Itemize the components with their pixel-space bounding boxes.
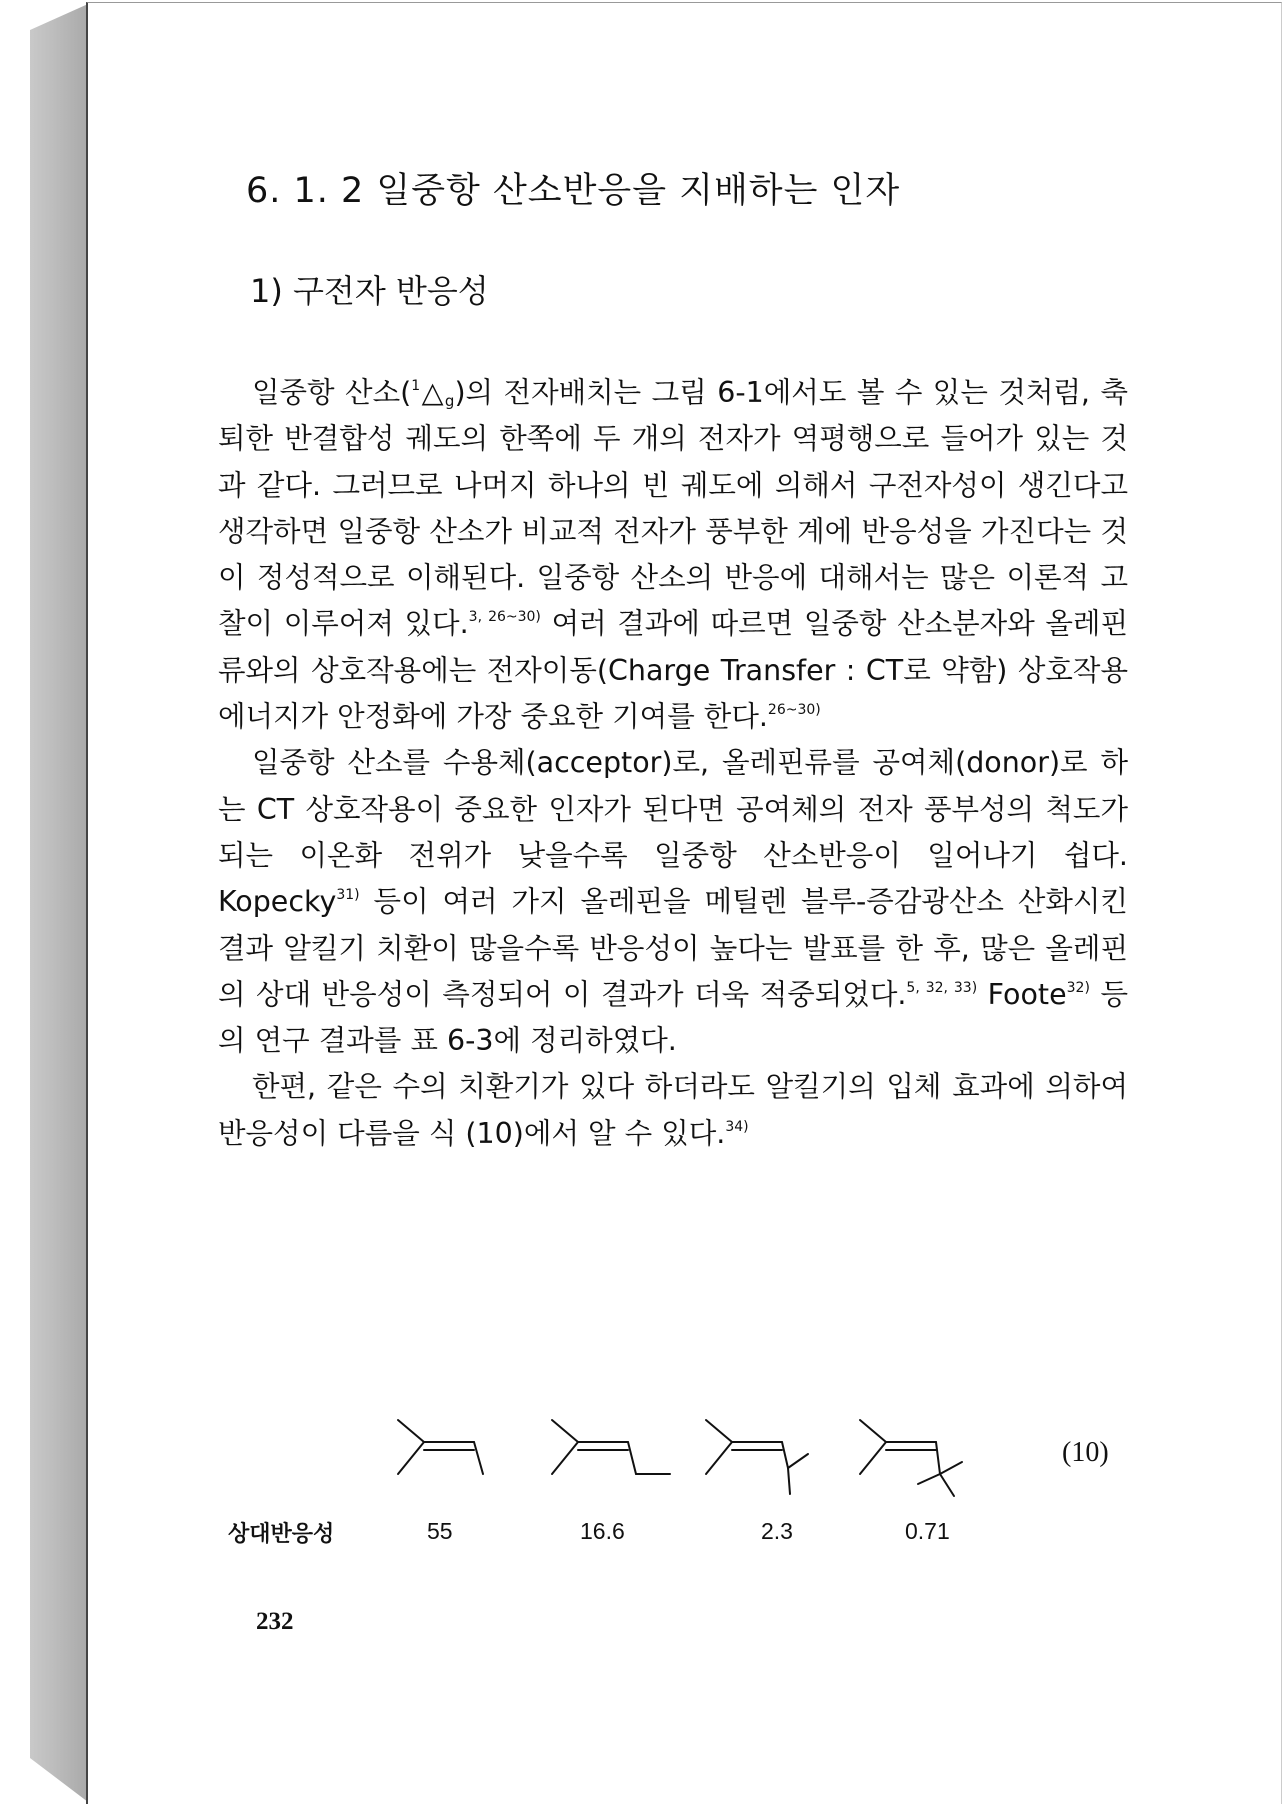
subscript: g <box>444 392 455 410</box>
text-run: 일중항 산소를 수용체(acceptor)로, 올레핀류를 공여체(donor)로 하는 CT 상호작용이 중요한 인자가 된다면 공여체의 전자 풍부성의 척도가 되는 이온화 전위가 낮을수록 일중항 산소반응이 일어나기 쉽다. Kopecky <box>218 746 1128 919</box>
text-run: 일중항 산소( <box>252 376 412 409</box>
reactivity-value-1: 55 <box>427 1518 453 1544</box>
text-run: 여러 결과에 따르면 일중항 산소분자와 올레핀류와의 상호작용에는 전자이동(Charge Transfer : CT로 약함) 상호작용 에너지가 안정화에 가장 중요한 기여를 한다. <box>218 607 1128 734</box>
body-text <box>218 370 1128 1157</box>
citation: 34) <box>725 1118 749 1135</box>
relative-reactivity-label: 상대반응성 <box>228 1522 335 1547</box>
book-spine <box>30 4 89 1802</box>
text-run: 등이 여러 가지 올레핀을 메틸렌 블루-증감광산소 산화시킨 결과 알킬기 치환이 많을수록 반응성이 높다는 발표를 한 후, 많은 올레핀의 상대 반응성이 측정되어 이 결과가 더욱 적중되었다. <box>218 885 1128 1011</box>
paragraph-1 <box>218 370 1128 740</box>
olefin-structure-2 <box>552 1420 670 1474</box>
reactivity-value-3: 2.3 <box>761 1518 793 1544</box>
paragraph-3 <box>218 1064 1128 1157</box>
olefin-structure-4 <box>860 1420 962 1496</box>
text-run: 한편, 같은 수의 치환기가 있다 하더라도 알킬기의 입체 효과에 의하여 반응성이 다름을 식 (10)에서 알 수 있다. <box>218 1070 1128 1150</box>
superscript: 1 <box>411 378 421 394</box>
text-run: 등의 연구 결과를 표 6-3에 정리하였다. <box>218 977 1128 1058</box>
subsection-title: 1) 구전자 반응성 <box>250 272 489 310</box>
citation: 3, 26~30) <box>468 609 541 626</box>
reactivity-value-2: 16.6 <box>580 1518 625 1544</box>
citation: 32) <box>1066 979 1090 996</box>
delta-symbol: △ <box>420 376 445 409</box>
citation: 31) <box>336 887 360 904</box>
olefin-structure-1 <box>398 1420 483 1474</box>
equation-number: (10) <box>1062 1437 1109 1468</box>
page-number: 232 <box>256 1608 294 1635</box>
olefin-structure-3 <box>706 1420 808 1494</box>
reactivity-value-4: 0.71 <box>905 1518 950 1544</box>
text-run: )의 전자배치는 그림 6-1에서도 볼 수 있는 것처럼, 축퇴한 반결합성 궤도의 한쪽에 두 개의 전자가 역평행으로 들어가 있는 것과 같다. 그러므로 나머지 하나의 빈 궤도에 의해서 구전자성이 생긴다고 생각하면 일중항 산소가 비교적 전자가 풍부한 계에 반응성을 가진다는 것이 정성적으로 이해된다. 일중항 산소의 반응에 대해서는 많은 이론적 고찰이 이루어져 있다. <box>218 376 1128 641</box>
citation: 26~30) <box>767 702 821 719</box>
olefin-structures-figure <box>218 1396 1138 1566</box>
section-title: 6. 1. 2 일중항 산소반응을 지배하는 인자 <box>246 171 901 211</box>
text-run: Foote <box>977 977 1067 1011</box>
citation: 5, 32, 33) <box>906 979 978 996</box>
paragraph-2 <box>218 740 1128 1064</box>
